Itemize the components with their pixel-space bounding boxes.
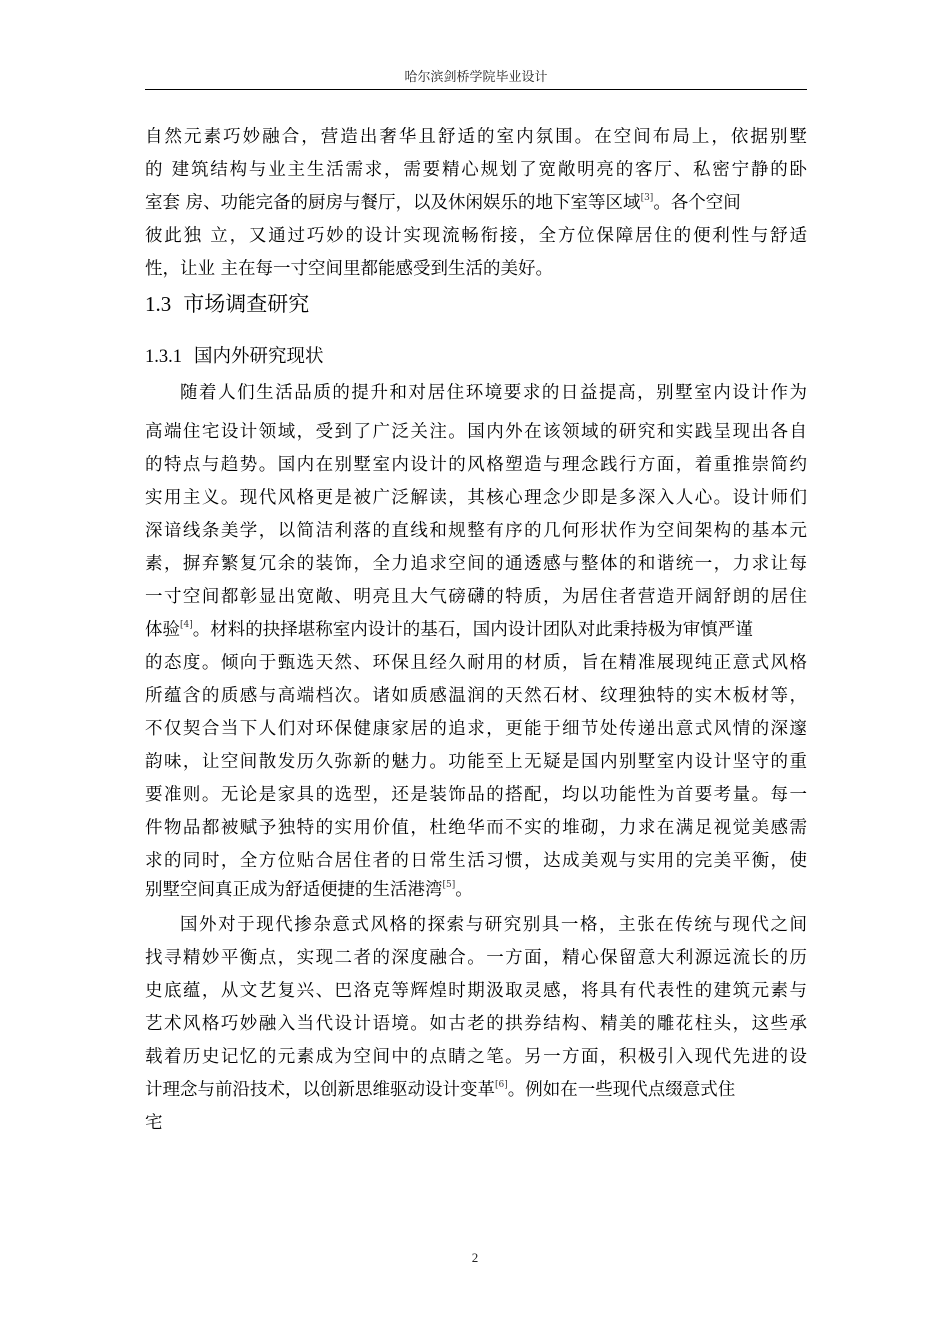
text-line: 史底蕴，从文艺复兴、巴洛克等辉煌时期汲取灵感，将具有代表性的建筑元素与 — [145, 981, 807, 1001]
text-line: 素，摒弃繁复冗余的装饰，全力追求空间的通透感与整体的和谐统一，力求让每 — [145, 554, 807, 574]
text-line: 所蕴含的质感与高端档次。诸如质感温润的天然石材、纹理独特的实木板材等， — [145, 686, 807, 706]
text-line: 自然元素巧妙融合，营造出奢华且舒适的室内氛围。在空间布局上，依据别墅 — [145, 127, 807, 147]
section-title: 市场调查研究 — [183, 292, 310, 316]
section-number: 1.3 — [145, 292, 172, 316]
subsection-title: 国内外研究现状 — [194, 346, 324, 367]
text-line: 体验[4]。材料的抉择堪称室内设计的基石，国内设计团队对此秉持极为审慎严谨 — [145, 620, 753, 640]
text-line: 一寸空间都彰显出宽敞、明亮且大气磅礴的特质，为居住者营造开阔舒朗的居住 — [145, 587, 807, 607]
running-header: 哈尔滨剑桥学院毕业设计 — [404, 70, 548, 85]
text-line: 性，让业 主在每一寸空间里都能感受到生活的美好。 — [145, 259, 554, 279]
text-line: 的特点与趋势。国内在别墅室内设计的风格塑造与理念践行方面，着重推崇简约 — [145, 455, 807, 475]
text-line: 的态度。倾向于甄选天然、环保且经久耐用的材质，旨在精准展现纯正意式风格 — [145, 653, 807, 673]
text-line: 国外对于现代掺杂意式风格的探索与研究别具一格，主张在传统与现代之间 — [180, 915, 807, 935]
subsection-number: 1.3.1 — [145, 347, 182, 367]
text-line: 高端住宅设计领域，受到了广泛关注。国内外在该领域的研究和实践呈现出各自 — [145, 422, 807, 442]
text-line: 室套 房、功能完备的厨房与餐厅，以及休闲娱乐的地下室等区域[3]。各个空间 — [145, 193, 741, 213]
text-line: 别墅空间真正成为舒适便捷的生活港湾[5]。 — [145, 880, 473, 900]
text-line: 随着人们生活品质的提升和对居住环境要求的日益提高，别墅室内设计作为 — [180, 383, 807, 403]
text-line: 要准则。无论是家具的选型，还是装饰品的搭配，均以功能性为首要考量。每一 — [145, 785, 807, 805]
citation-3: [3] — [640, 193, 654, 203]
text-line: 计理念与前沿技术，以创新思维驱动设计变革[6]。例如在一些现代点缀意式住 — [145, 1080, 736, 1100]
page-number: 2 — [471, 1250, 479, 1265]
text-line: 深谙线条美学，以简洁利落的直线和规整有序的几何形状作为空间架构的基本元 — [145, 521, 807, 541]
text-line: 彼此独 立，又通过巧妙的设计实现流畅衔接，全方位保障居住的便利性与舒适 — [145, 226, 807, 246]
text-line: 不仅契合当下人们对环保健康家居的追求，更能于细节处传递出意式风情的深邃 — [145, 719, 807, 739]
text-line: 找寻精妙平衡点，实现二者的深度融合。一方面，精心保留意大利源远流长的历 — [145, 948, 807, 968]
citation-4: [4] — [180, 620, 193, 630]
text-line: 实用主义。现代风格更是被广泛解读，其核心理念少即是多深入人心。设计师们 — [145, 488, 807, 508]
text-line: 求的同时，全方位贴合居住者的日常生活习惯，达成美观与实用的完美平衡，使 — [145, 851, 807, 871]
text-line: 载着历史记忆的元素成为空间中的点睛之笔。另一方面，积极引入现代先进的设 — [145, 1047, 807, 1067]
subsection-heading — [145, 342, 324, 368]
text-line: 宅 — [145, 1113, 163, 1133]
section-heading — [145, 288, 309, 318]
citation-6: [6] — [495, 1080, 508, 1090]
text-line: 韵味，让空间散发历久弥新的魅力。功能至上无疑是国内别墅室内设计坚守的重 — [145, 752, 807, 772]
text-line: 件物品都被赋予独特的实用价值，杜绝华而不实的堆砌，力求在满足视觉美感需 — [145, 818, 807, 838]
text-line: 的 建筑结构与业主生活需求，需要精心规划了宽敞明亮的客厅、私密宁静的卧 — [145, 160, 807, 180]
header-rule — [145, 89, 807, 90]
text-line: 艺术风格巧妙融入当代设计语境。如古老的拱券结构、精美的雕花柱头，这些承 — [145, 1014, 807, 1034]
citation-5: [5] — [442, 880, 456, 890]
